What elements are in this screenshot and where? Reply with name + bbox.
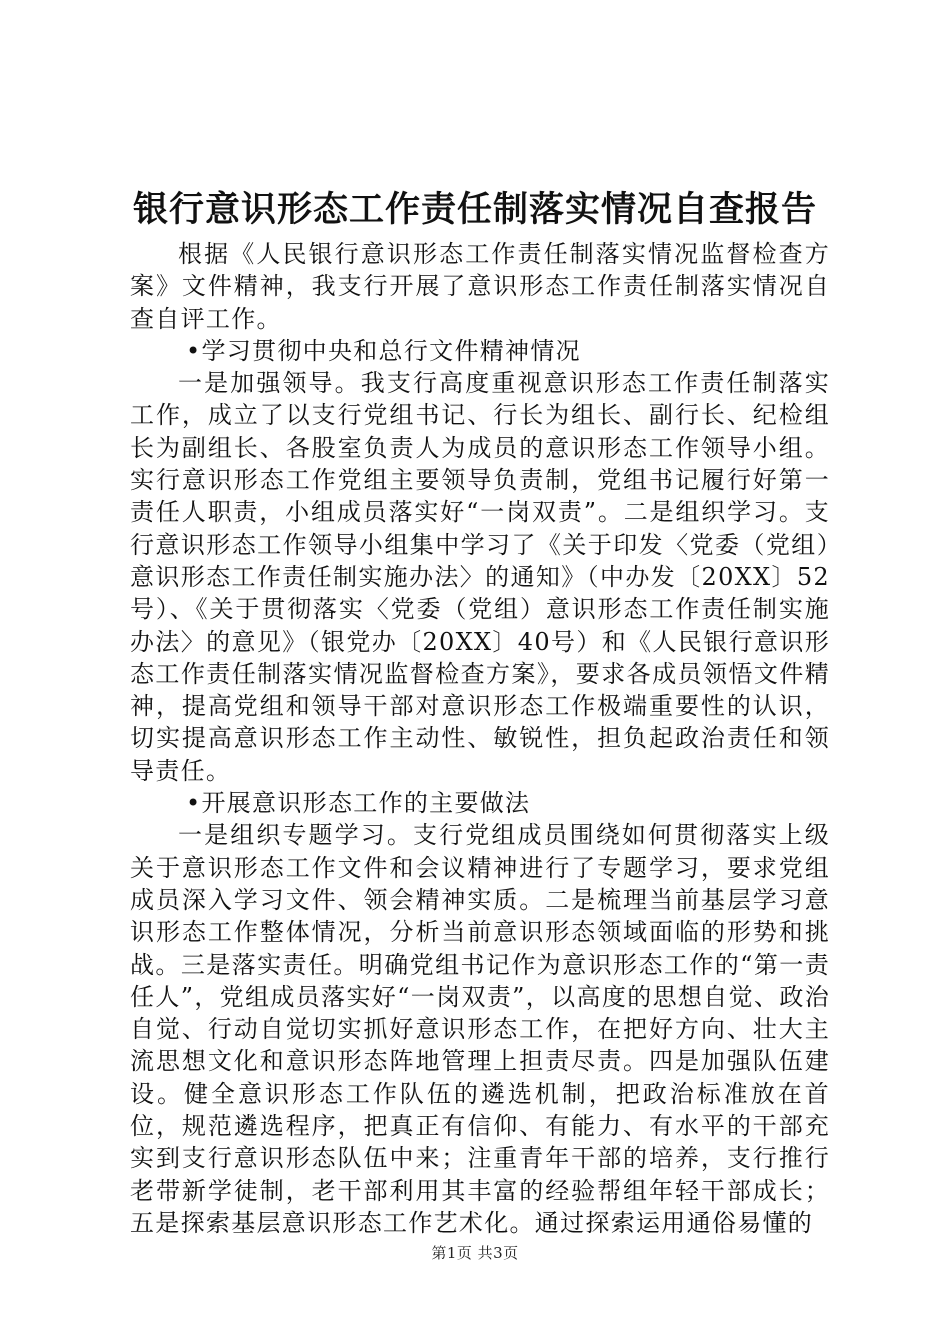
intro-paragraph: 根据《人民银行意识形态工作责任制落实情况监督检查方案》文件精神，我支行开展了意识形态工作责任制落实情况自查自评工作。: [130, 240, 830, 333]
page-footer: 第1页 共3页: [431, 1244, 519, 1262]
section-heading-2: •开展意识形态工作的主要做法: [186, 789, 531, 818]
section-paragraph-1: 一是加强领导。我支行高度重视意识形态工作责任制落实工作，成立了以支行党组书记、行长为组长、副行长、纪检组长为副组长、各股室负责人为成员的意识形态工作领导小组。实行意识形态工作党组主要领导负责制，党组书记履行好第一责任人职责，小组成员落实好“一岗双责”。二是组织学习。支行意识形态工作领导小组集中学习了《关于印发〈党委（党组）意识形态工作责任制实施办法〉的通知》（中办发〔20XX〕52号）、《关于贯彻落实〈党委（党组）意识形态工作责任制实施办法〉的意见》（银党办〔20XX〕40号）和《人民银行意识形态工作责任制落实情况监督检查方案》，要求各成员领悟文件精神，提高党组和领导干部对意识形态工作极端重要性的认识，切实提高意识形态工作主动性、敏锐性，担负起政治责任和领导责任。: [130, 369, 830, 785]
section-paragraph-2: 一是组织专题学习。支行党组成员围绕如何贯彻落实上级关于意识形态工作文件和会议精神进行了专题学习，要求党组成员深入学习文件、领会精神实质。二是梳理当前基层学习意识形态工作整体情况，分析当前意识形态领域面临的形势和挑战。三是落实责任。明确党组书记作为意识形态工作的“第一责任人”，党组成员落实好“一岗双责”，以高度的思想自觉、政治自觉、行动自觉切实抓好意识形态工作，在把好方向、壮大主流思想文化和意识形态阵地管理上担责尽责。四是加强队伍建设。健全意识形态工作队伍的遴选机制，把政治标准放在首位，规范遴选程序，把真正有信仰、有能力、有水平的干部充实到支行意识形态队伍中来；注重青年干部的培养，支行推行老带新学徒制，老干部利用其丰富的经验帮组年轻干部成长；五是探索基层意识形态工作艺术化。通过探索运用通俗易懂的: [130, 821, 830, 1237]
section-heading-1: •学习贯彻中央和总行文件精神情况: [186, 336, 581, 365]
document-body: [130, 238, 830, 1239]
document-title: 银行意识形态工作责任制落实情况自查报告: [132, 189, 817, 230]
